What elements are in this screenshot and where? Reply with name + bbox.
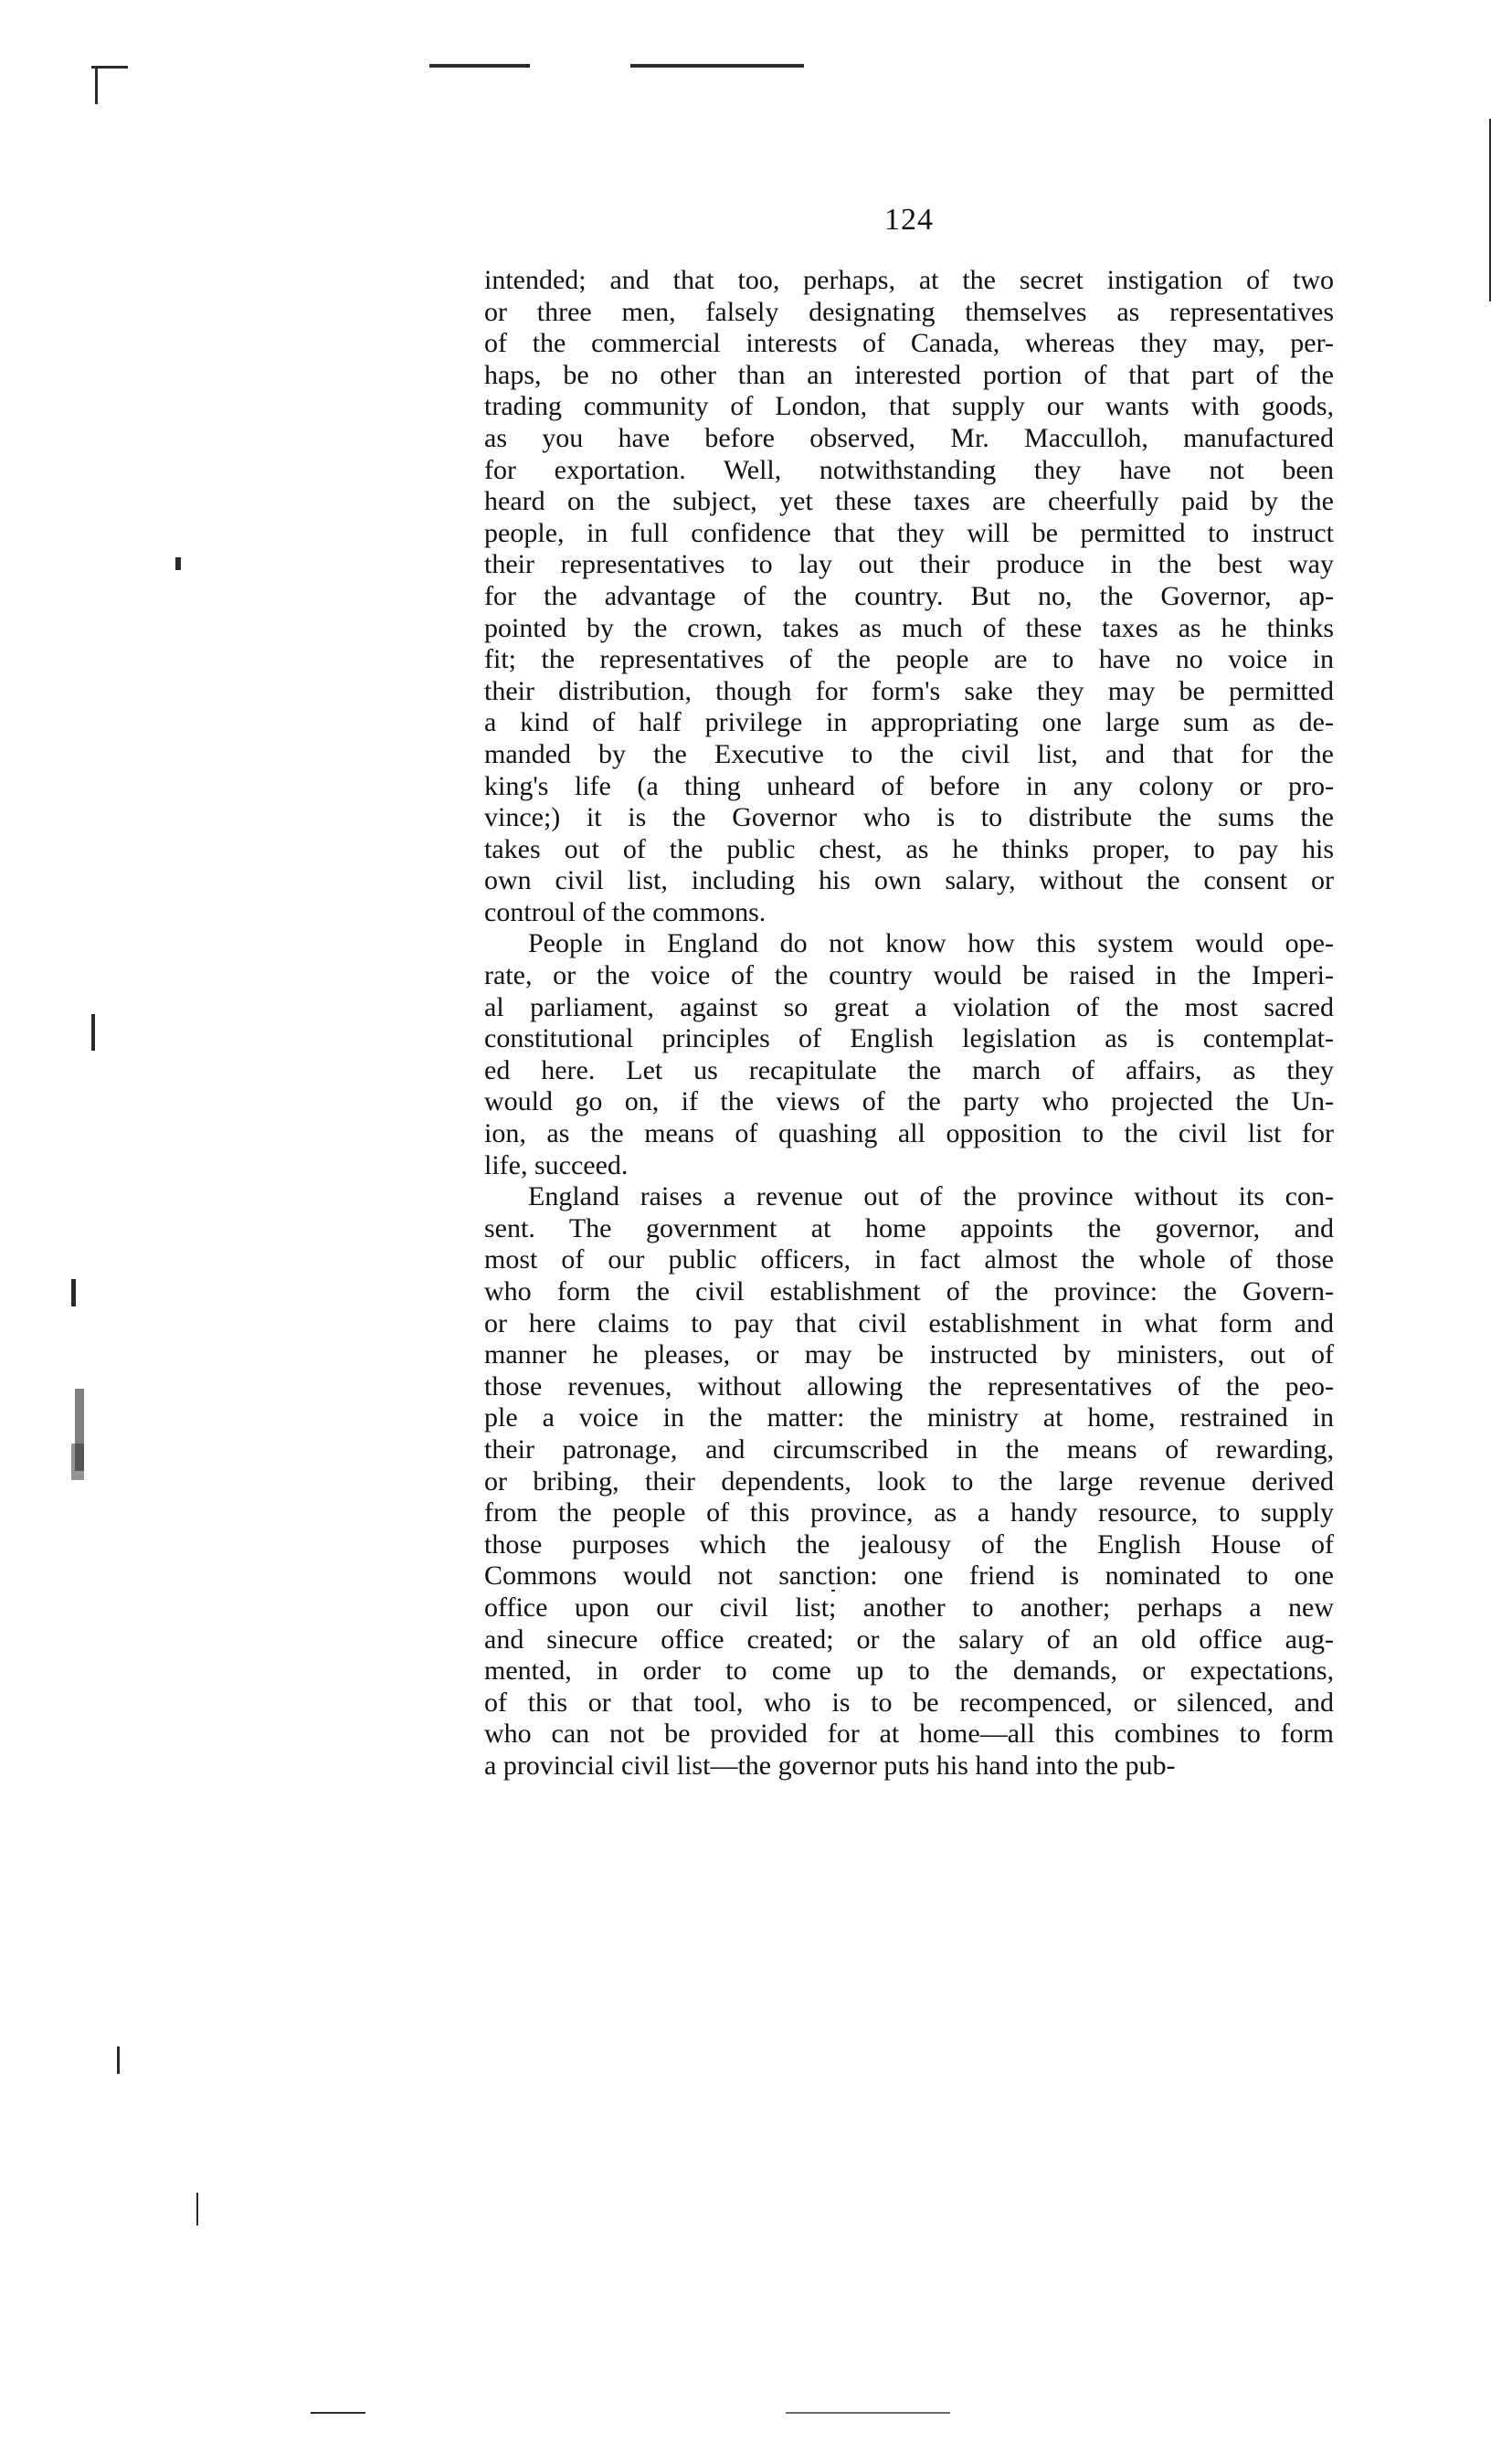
text-line: ion, as the means of quashing all opposition to the civil list for: [484, 1118, 1334, 1149]
text-line: takes out of the public chest, as he thinks proper, to pay his: [484, 833, 1334, 864]
scan-speck-bottom-1: [311, 2412, 365, 2414]
scan-speck-left-1: [175, 557, 181, 570]
text-line: a provincial civil list—the governor puts his hand into the pub-: [484, 1750, 1176, 1781]
text-line: their representatives to lay out their produce in the best way: [484, 549, 1334, 580]
paragraph: [484, 1181, 1334, 1782]
scan-speck-left-2: [91, 1014, 95, 1051]
text-line: own civil list, including his own salary, without the consent or: [484, 865, 1334, 896]
text-line: those revenues, without allowing the representatives of the peo-: [484, 1370, 1334, 1401]
scan-rule-top-2: [630, 64, 804, 68]
text-line: People in England do not know how this system would ope-: [528, 928, 1334, 959]
text-line: mented, in order to come up to the demands, or expectations,: [484, 1655, 1334, 1687]
text-line: of the commercial interests of Canada, whereas they may, per-: [484, 328, 1334, 359]
page-number: 124: [884, 203, 934, 237]
text-line: Commons would not sanction: one friend is nominated to one: [484, 1560, 1334, 1592]
text-line: as you have before observed, Mr. Macculloh, manufactured: [484, 422, 1334, 453]
text-line: who form the civil establishment of the province: the Govern-: [484, 1276, 1334, 1306]
text-line: trading community of London, that supply our wants with goods,: [484, 391, 1334, 422]
text-line: sent. The government at home appoints the governor, and: [484, 1212, 1334, 1243]
paragraph: [484, 265, 1334, 928]
paragraph: [484, 928, 1334, 1181]
text-line: rate, or the voice of the country would be raised in the Imperi-: [484, 960, 1334, 991]
text-line: intended; and that too, perhaps, at the secret instigation of two: [484, 265, 1334, 295]
text-line: life, succeed.: [484, 1149, 629, 1180]
text-line: England raises a revenue out of the province without its con-: [528, 1181, 1334, 1212]
text-line: office upon our civil list; another to another; perhaps a new: [484, 1592, 1334, 1623]
scan-speck-left-6: [117, 2046, 120, 2074]
text-line: controul of the commons.: [484, 896, 767, 927]
scan-speck-left-5: [71, 1444, 84, 1480]
text-line: from the people of this province, as a handy resource, to supply: [484, 1497, 1334, 1528]
text-line: and sinecure office created; or the salary of an old office aug-: [484, 1623, 1334, 1655]
text-line: or bribing, their dependents, look to the large revenue derived: [484, 1465, 1334, 1496]
text-line: heard on the subject, yet these taxes are cheerfully paid by the: [484, 486, 1334, 517]
text-line: haps, be no other than an interested portion of that part of the: [484, 359, 1334, 390]
scan-rule-top-1: [429, 64, 530, 68]
scan-mark-top-left-vertical: [95, 68, 98, 104]
text-line: would go on, if the views of the party who projected the Un-: [484, 1086, 1334, 1117]
scan-mark-right-vertical: [1489, 119, 1491, 301]
scan-speck-left-3: [71, 1279, 76, 1306]
text-line: a kind of half privilege in appropriating one large sum as de-: [484, 707, 1334, 738]
text-line: people, in full confidence that they will be permitted to instruct: [484, 517, 1334, 548]
scan-speck-bottom-2: [786, 2412, 950, 2414]
scan-speck-left-7: [196, 2193, 198, 2226]
text-line: or here claims to pay that civil establishment in what form and: [484, 1307, 1334, 1338]
text-line: for exportation. Well, notwithstanding they have not been: [484, 454, 1334, 485]
text-line: fit; the representatives of the people are to have no voice in: [484, 644, 1334, 675]
text-line: ed here. Let us recapitulate the march of affairs, as they: [484, 1054, 1334, 1085]
text-line: their distribution, though for form's sake they may be permitted: [484, 675, 1334, 706]
text-line: for the advantage of the country. But no, the Governor, ap-: [484, 580, 1334, 611]
text-line: most of our public officers, in fact almost the whole of those: [484, 1244, 1334, 1275]
text-line: vince;) it is the Governor who is to distribute the sums the: [484, 802, 1334, 833]
text-line: or three men, falsely designating themselves as representatives: [484, 296, 1334, 327]
text-line: those purposes which the jealousy of the English House of: [484, 1528, 1334, 1560]
text-line: king's life (a thing unheard of before in any colony or pro-: [484, 770, 1334, 801]
text-line: pointed by the crown, takes as much of these taxes as he thinks: [484, 612, 1334, 643]
text-line: who can not be provided for at home—all this combines to form: [484, 1719, 1334, 1750]
text-line: manner he pleases, or may be instructed by ministers, out of: [484, 1339, 1334, 1370]
text-line: ple a voice in the matter: the ministry at home, restrained in: [484, 1402, 1334, 1433]
text-line: constitutional principles of English legislation as is contemplat-: [484, 1023, 1334, 1054]
text-line: of this or that tool, who is to be recompenced, or silenced, and: [484, 1687, 1334, 1718]
text-line: manded by the Executive to the civil list, and that for the: [484, 738, 1334, 769]
text-line: al parliament, against so great a violation of the most sacred: [484, 991, 1334, 1022]
body-text: [484, 265, 1334, 1782]
text-line: their patronage, and circumscribed in the means of rewarding,: [484, 1433, 1334, 1465]
